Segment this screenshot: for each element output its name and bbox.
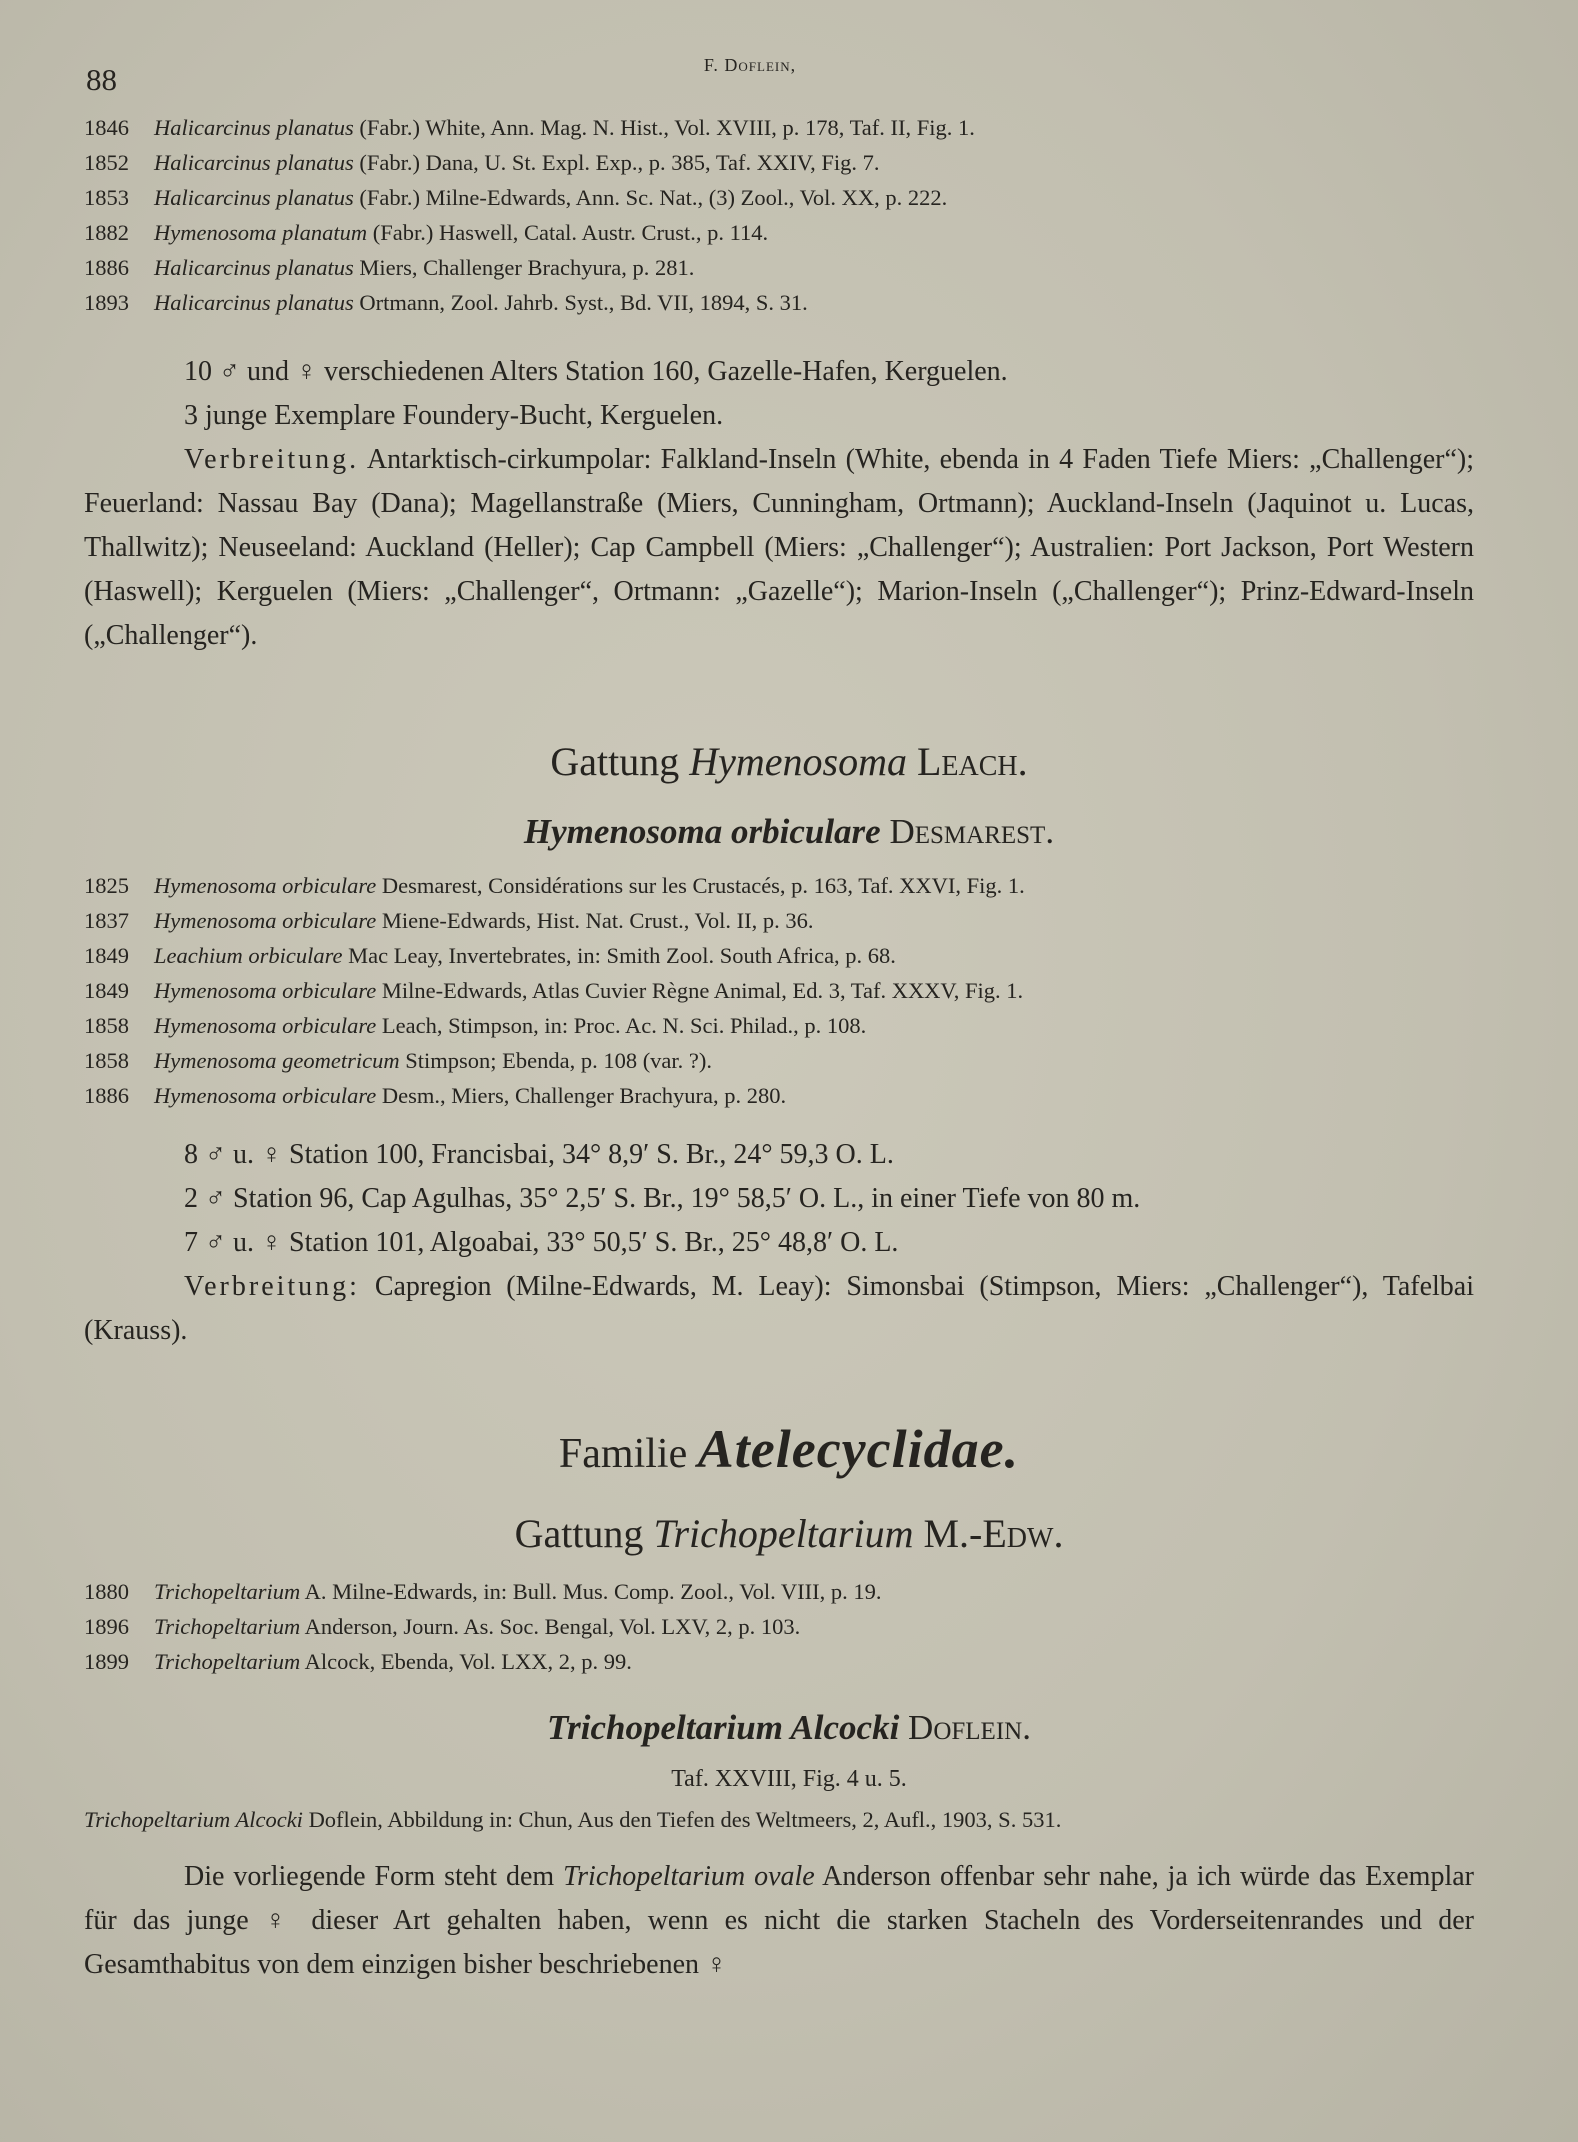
family-heading-atelecyclidae: Familie Atelecyclidae.	[558, 1419, 1020, 1479]
material-line: 3 junge Exemplare Foundery-Bucht, Kerguelen.	[184, 400, 724, 431]
halicarcinus-synonymy	[84, 110, 1474, 320]
plate-reference: Taf. XXVIII, Fig. 4 u. 5.	[671, 1766, 907, 1792]
page-number: 88	[86, 62, 117, 97]
synonym-entry: 1882 Hymenosoma planatum (Fabr.) Haswell, Catal. Austr. Crust., p. 114.	[84, 220, 769, 245]
synonym-entry: 1858 Hymenosoma geometricum Stimpson; Ebenda, p. 108 (var. ?).	[84, 1048, 713, 1073]
halicarcinus-material-and-distribution	[84, 350, 1474, 658]
running-title: F. Doflein,	[703, 55, 797, 75]
hymenosoma-material-and-distribution	[84, 1133, 1474, 1353]
description-paragraph: Die vorliegende Form steht dem Trichopeltarium ovale Anderson offenbar sehr nahe, ja ich würde das Exemplar für das junge ♀ dieser Art gehalten haben, wenn es nicht die starken Stacheln des Vorderseitenrandes und der Gesamthabitus von dem einzigen bisher beschriebenen ♀	[84, 1861, 1474, 1980]
synonym-entry: 1837 Hymenosoma orbiculare Miene-Edwards, Hist. Nat. Crust., Vol. II, p. 36.	[84, 908, 814, 933]
synonym-entry: 1858 Hymenosoma orbiculare Leach, Stimpson, in: Proc. Ac. N. Sci. Philad., p. 108.	[84, 1013, 867, 1038]
synonym-entry: 1846 Halicarcinus planatus (Fabr.) White, Ann. Mag. N. Hist., Vol. XVIII, p. 178, Taf. II, Fig. 1.	[84, 115, 975, 140]
material-line: 10 ♂ und ♀ verschiedenen Alters Station 160, Gazelle-Hafen, Kerguelen.	[184, 356, 1008, 387]
synonym-entry: 1886 Hymenosoma orbiculare Desm., Miers, Challenger Brachyura, p. 280.	[84, 1083, 787, 1108]
distribution-label: Verbreitung:	[184, 1271, 360, 1302]
distribution-paragraph	[84, 1265, 1474, 1353]
species-heading-trichopeltarium-alcocki: Trichopeltarium Alcocki Doflein.	[547, 1708, 1031, 1747]
synonym-entry: 1896 Trichopeltarium Anderson, Journ. As. Soc. Bengal, Vol. LXV, 2, p. 103.	[84, 1614, 801, 1639]
synonym-entry: 1886 Halicarcinus planatus Miers, Challenger Brachyura, p. 281.	[84, 255, 695, 280]
synonym-entry: 1849 Leachium orbiculare Mac Leay, Invertebrates, in: Smith Zool. South Africa, p. 68.	[84, 943, 896, 968]
species-heading-hymenosoma-orbiculare: Hymenosoma orbiculare Desmarest.	[523, 812, 1055, 851]
synonym-entry: 1825 Hymenosoma orbiculare Desmarest, Considérations sur les Crustacés, p. 163, Taf. XXVI, Fig. 1.	[84, 873, 1025, 898]
trichopeltarium-description	[84, 1855, 1474, 1987]
distribution-label: Verbreitung.	[184, 444, 360, 475]
synonym-entry: 1880 Trichopeltarium A. Milne-Edwards, in: Bull. Mus. Comp. Zool., Vol. VIII, p. 19.	[84, 1579, 882, 1604]
synonym-entry: 1849 Hymenosoma orbiculare Milne-Edwards, Atlas Cuvier Règne Animal, Ed. 3, Taf. XXXV, Fig. 1.	[84, 978, 1024, 1003]
distribution-paragraph	[84, 438, 1474, 658]
synonym-entry: 1853 Halicarcinus planatus (Fabr.) Milne-Edwards, Ann. Sc. Nat., (3) Zool., Vol. XX, p. 222.	[84, 185, 948, 210]
material-line: 2 ♂ Station 96, Cap Agulhas, 35° 2,5′ S. Br., 19° 58,5′ O. L., in einer Tiefe von 80 m.	[184, 1183, 1141, 1214]
material-line: 7 ♂ u. ♀ Station 101, Algoabai, 33° 50,5′ S. Br., 25° 48,8′ O. L.	[184, 1227, 899, 1258]
synonym-entry: 1852 Halicarcinus planatus (Fabr.) Dana, U. St. Expl. Exp., p. 385, Taf. XXIV, Fig. 7.	[84, 150, 880, 175]
distribution-text: Capregion (Milne-Edwards, M. Leay): Simonsbai (Stimpson, Miers: „Challenger“), Tafelbai (Krauss).	[84, 1271, 1475, 1346]
trichopeltarium-figure-reference: Trichopeltarium Alcocki Doflein, Abbildung in: Chun, Aus den Tiefen des Weltmeers, 2, Aufl., 1903, S. 531.	[84, 1807, 1062, 1832]
synonym-entry: 1893 Halicarcinus planatus Ortmann, Zool. Jahrb. Syst., Bd. VII, 1894, S. 31.	[84, 290, 808, 315]
trichopeltarium-synonymy	[84, 1574, 1474, 1679]
hymenosoma-synonymy	[84, 868, 1474, 1113]
material-line: 8 ♂ u. ♀ Station 100, Francisbai, 34° 8,9′ S. Br., 24° 59,3 O. L.	[184, 1139, 894, 1170]
genus-heading-trichopeltarium: Gattung Trichopeltarium M.-Edw.	[514, 1511, 1064, 1556]
genus-heading-hymenosoma: Gattung Hymenosoma Leach.	[550, 739, 1028, 784]
distribution-text: Antarktisch-cirkumpolar: Falkland-Inseln (White, ebenda in 4 Faden Tiefe Miers: „Challenger“); Feuerland: Nassau Bay (Dana); Magellanstraße (Miers, Cunningham, Ortmann); Auckland-Inseln (Jaquinot u. Lucas, Thallwitz); Neuseeland: Auckland (Heller); Cap Campbell (Miers: „Challenger“); Australien: Port Jackson, Port Western (Haswell); Kerguelen (Miers: „Challenger“, Ortmann: „Gazelle“); Marion-Inseln („Challenger“); Prinz-Edward-Inseln („Challenger“).	[84, 444, 1474, 651]
synonym-entry: 1899 Trichopeltarium Alcock, Ebenda, Vol. LXX, 2, p. 99.	[84, 1649, 632, 1674]
